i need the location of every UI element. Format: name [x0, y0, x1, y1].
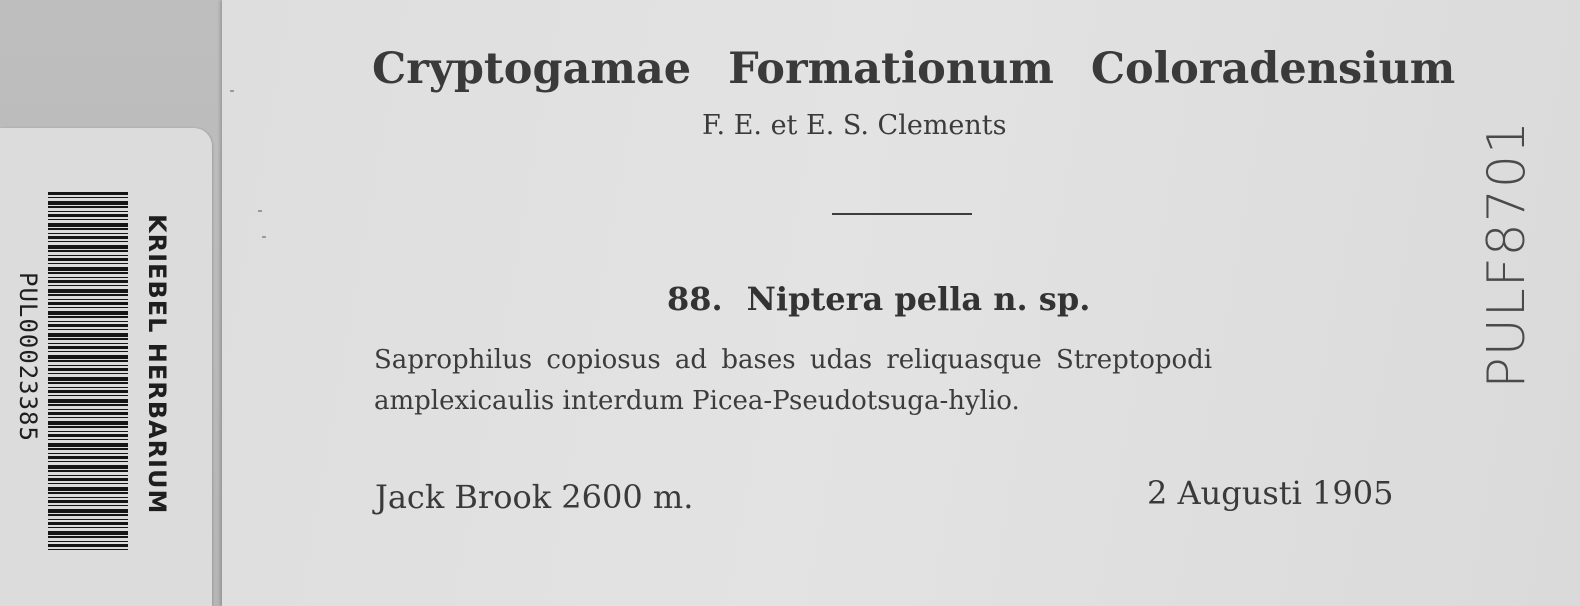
paper-speck	[262, 236, 266, 238]
barcode	[48, 192, 128, 550]
specimen-number: 88.	[667, 280, 723, 318]
description-line: Saprophilus copiosus ad bases udas reliquasque Streptopodi	[374, 345, 1213, 375]
locality: Jack Brook 2600 m.	[375, 478, 694, 516]
paper-speck	[230, 90, 234, 92]
species-heading	[667, 280, 1090, 318]
collection-date: 2 Augusti 1905	[1147, 474, 1394, 512]
species-name: Niptera pella n. sp.	[746, 280, 1091, 318]
authors: F. E. et E. S. Clements	[702, 110, 1007, 141]
description-line: amplexicaulis interdum Picea-Pseudotsuga-hylio.	[374, 386, 1020, 416]
divider	[832, 213, 972, 215]
herbarium-name: KRIEBEL HERBARIUM	[143, 214, 171, 515]
series-title: Cryptogamae Formationum Coloradensium	[372, 44, 1456, 94]
specimen-label	[222, 0, 1580, 606]
handwritten-specimen-id: PULF8701	[1477, 120, 1537, 389]
accession-number: PUL00023385	[14, 272, 42, 442]
paper-speck	[258, 210, 262, 212]
